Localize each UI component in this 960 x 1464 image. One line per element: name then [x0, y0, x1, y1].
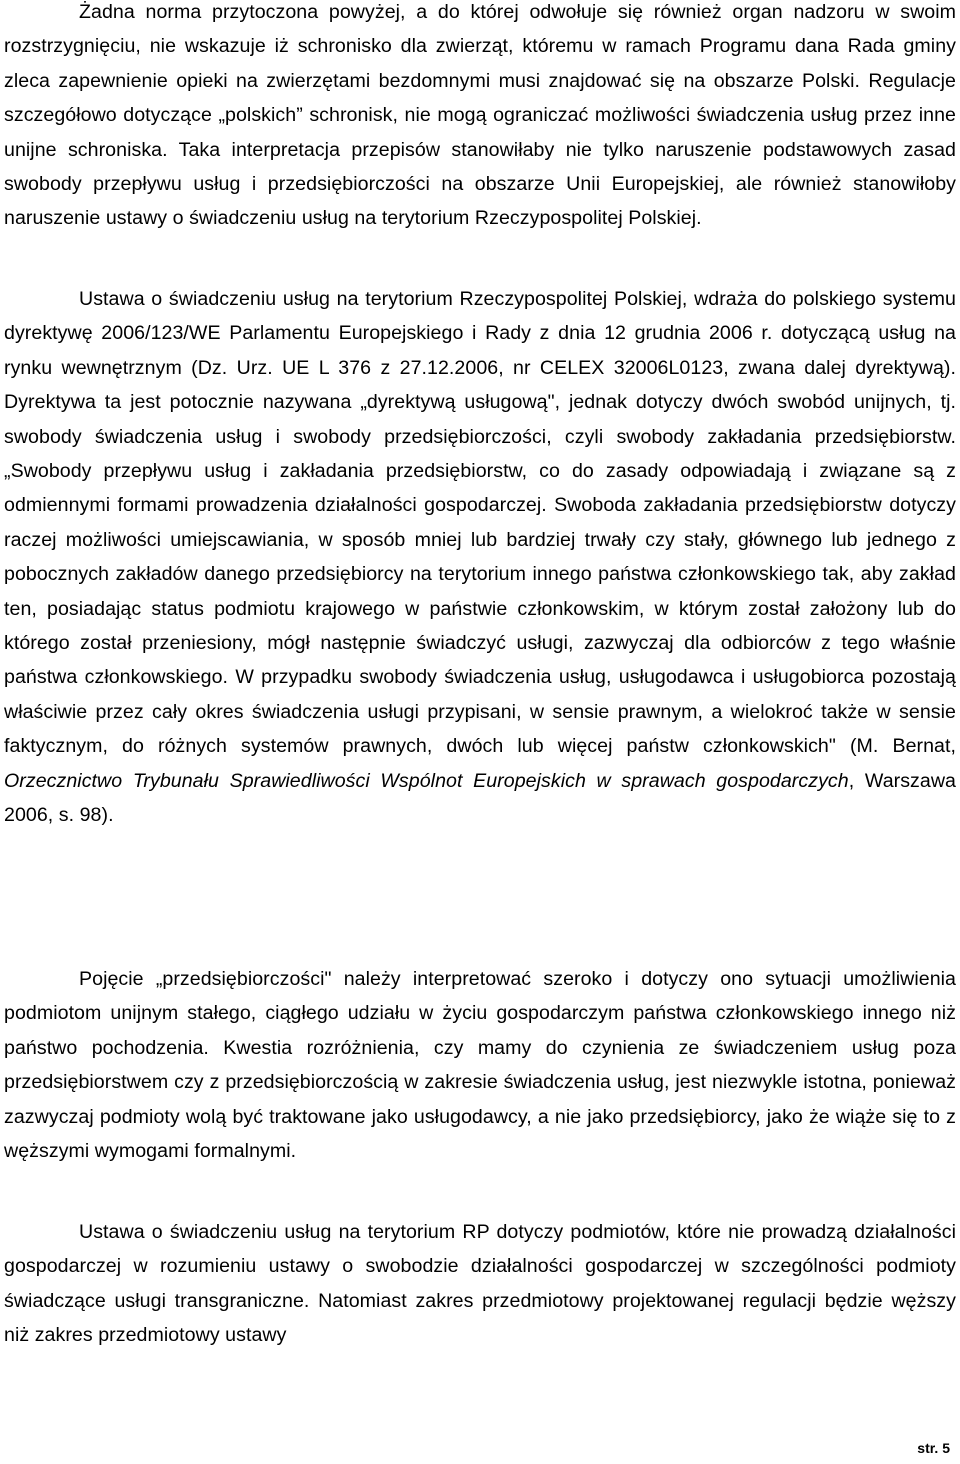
paragraph-3: Pojęcie „przedsiębiorczości" należy interpretować szeroko i dotyczy ono sytuacji umożliwienia podmiotom unijnym stałego, ciągłego udziału w życiu gospodarczym państwa członkowskiego innego niż państwo pochodzenia. Kwestia rozróżnienia, czy mamy do czynienia ze świadczeniem usług poza przedsiębiorstwem czy z przedsiębiorczością w zakresie świadczenia usług, jest niezwykle istotna, ponieważ zazwyczaj podmioty wolą być traktowane jako usługodawcy, a nie jako przedsiębiorcy, jako że wiąże się to z węższymi wymogami formalnymi.	[4, 968, 956, 1163]
paragraph-2	[4, 282, 956, 833]
paragraph-4: Ustawa o świadczeniu usług na terytorium RP dotyczy podmiotów, które nie prowadzą działalności gospodarczej w rozumieniu ustawy o swobodzie działalności gospodarczej w szczególności podmioty świadczące usługi transgraniczne. Natomiast zakres przedmiotowy projektowanej regulacji będzie węższy niż zakres przedmiotowy ustawy	[4, 1221, 956, 1347]
page-number: str. 5	[917, 1440, 950, 1456]
paragraph-1: Żadna norma przytoczona powyżej, a do której odwołuje się również organ nadzoru w swoim rozstrzygnięciu, nie wskazuje iż schronisko dla zwierząt, któremu w ramach Programu dana Rada gminy zleca zapewnienie opieki na zwierzętami bezdomnymi musi znajdować się na obszarze Polski. Regulacje szczegółowo dotyczące „polskich” schronisk, nie mogą ograniczać możliwości świadczenia usług przez inne unijne schroniska. Taka interpretacja przepisów stanowiłaby nie tylko naruszenie podstawowych zasad swobody przepływu usług i przedsiębiorczości na obszarze Unii Europejskiej, ale również stanowiłoby naruszenie ustawy o świadczeniu usług na terytorium Rzeczypospolitej Polskiej.	[4, 1, 956, 230]
citation-tail: , Warszawa 2006, s. 98).	[4, 769, 957, 827]
paragraph-2-text: Ustawa o świadczeniu usług na terytorium Rzeczypospolitej Polskiej, wdraża do polskiego systemu dyrektywę 2006/123/WE Parlamentu Europejskiego i Rady z dnia 12 grudnia 2006 r. dotyczącą usług na rynku wewnętrznym (Dz. Urz. UE L 376 z 27.12.2006, nr CELEX 32006L0123, zwana dalej dyrektywą). Dyrektywa ta jest potocznie nazywana „dyrektywą usługową", jednak dotyczy dwóch swobód unijnych, tj. swobody świadczenia usług i swobody przedsiębiorczości, czyli swobody zakładania przedsiębiorstw. „Swobody przepływu usług i zakładania przedsiębiorstw, co do zasady odpowiadają i związane są z odmiennymi formami prowadzenia działalności gospodarczej. Swoboda zakładania przedsiębiorstw dotyczy raczej możliwości umiejscawiania, w sposób mniej lub bardziej trwały czy stały, głównego lub jednego z pobocznych zakładów danego przedsiębiorcy na terytorium innego państwa członkowskiego tak, aby zakład ten, posiadając status podmiotu krajowego w państwie członkowskim, w którym został założony lub do którego został przeniesiony, mógł następnie świadczyć usługi, zazwyczaj dla odbiorców z tego właśnie państwa członkowskiego. W przypadku swobody świadczenia usług, usługodawca i usługobiorca pozostają właściwie przez cały okres świadczenia usługi przypisani, w sensie prawnym, a wielokroć także w sensie faktycznym, do różnych systemów prawnych, dwóch lub więcej państw członkowskich" (M. Bernat,	[4, 288, 956, 758]
citation-title: Orzecznictwo Trybunału Sprawiedliwości Wspólnot Europejskich w sprawach gospodarczych	[4, 769, 849, 792]
